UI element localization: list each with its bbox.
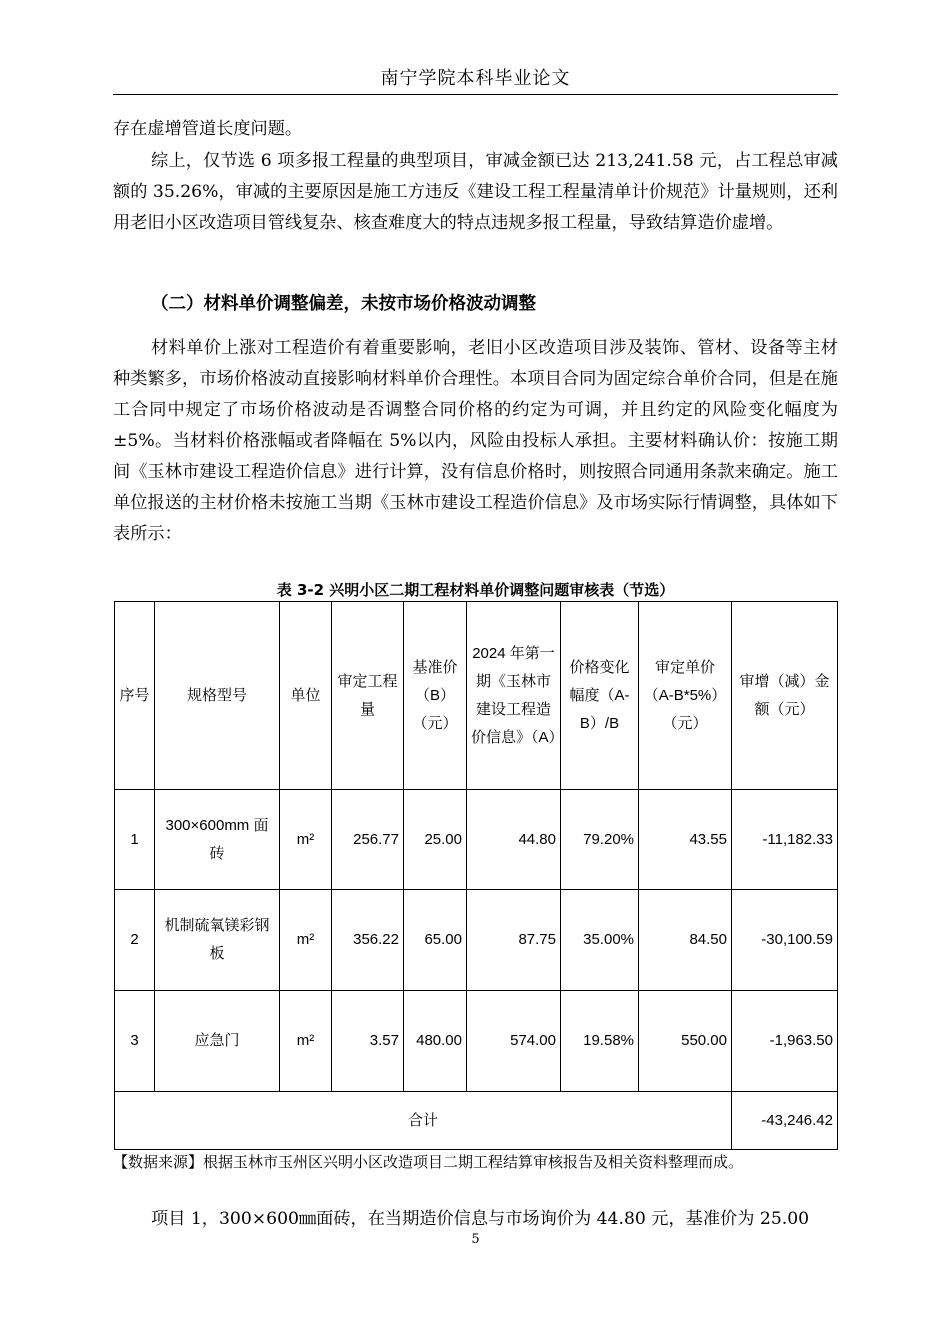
table-total-row (115, 1092, 838, 1150)
header-unit: 单位 (280, 602, 332, 790)
cell-diff-amount: -30,100.59 (732, 890, 838, 991)
header-price-change: 价格变化幅度（A-B）/B (561, 602, 639, 790)
cell-spec: 应急门 (155, 991, 280, 1092)
cell-seq: 2 (115, 890, 155, 991)
table-header-row (115, 602, 838, 790)
total-value: -43,246.42 (732, 1092, 838, 1150)
material-price-audit-table (114, 601, 838, 1150)
cell-unit: m² (280, 890, 332, 991)
paragraph-item-analysis: 项目 1，300×600㎜面砖，在当期造价信息与市场询价为 44.80 元，基准价为 25.00 (151, 1209, 810, 1229)
cell-price-change: 35.00% (561, 890, 639, 991)
table-caption: 表 3-2 兴明小区二期工程材料单价调整问题审核表（节选） (276, 581, 675, 599)
cell-qty: 356.22 (332, 890, 404, 991)
cell-info-price: 87.75 (467, 890, 561, 991)
header-spec: 规格型号 (155, 602, 280, 790)
header-qty: 审定工程量 (332, 602, 404, 790)
cell-unit: m² (280, 790, 332, 890)
cell-price-change: 79.20% (561, 790, 639, 890)
cell-diff-amount: -11,182.33 (732, 790, 838, 890)
header-seq: 序号 (115, 602, 155, 790)
cell-qty: 256.77 (332, 790, 404, 890)
table-row (115, 991, 838, 1092)
header-base-price: 基准价（B）（元） (404, 602, 467, 790)
cell-qty: 3.57 (332, 991, 404, 1092)
cell-spec: 机制硫氧镁彩钢板 (155, 890, 280, 991)
running-header: 南宁学院本科毕业论文 (380, 68, 571, 89)
cell-base-price: 65.00 (404, 890, 467, 991)
table-row (115, 890, 838, 991)
cell-unit: m² (280, 991, 332, 1092)
cell-spec: 300×600mm 面砖 (155, 790, 280, 890)
cell-info-price: 574.00 (467, 991, 561, 1092)
section-heading: （二）材料单价调整偏差，未按市场价格波动调整 (151, 294, 536, 314)
table-row (115, 790, 838, 890)
page-number: 5 (471, 1232, 480, 1247)
cell-base-price: 25.00 (404, 790, 467, 890)
header-diff-amount: 审增（减）金额（元） (732, 602, 838, 790)
header-approved-price: 审定单价（A-B*5%）（元） (639, 602, 732, 790)
cell-seq: 3 (115, 991, 155, 1092)
header-divider (113, 94, 838, 95)
cell-seq: 1 (115, 790, 155, 890)
paragraph-continuation: 存在虚增管道长度问题。 (113, 119, 303, 139)
table-source-note: 【数据来源】根据玉林市玉州区兴明小区改造项目二期工程结算审核报告及相关资料整理而成。 (113, 1153, 744, 1171)
paragraph-material-price: 材料单价上涨对工程造价有着重要影响，老旧小区改造项目涉及装饰、管材、设备等主材种类繁多，市场价格波动直接影响材料单价合理性。本项目合同为固定综合单价合同，但是在施工合同中规定了市场价格波动是否调整合同价格的约定为可调，并且约定的风险变化幅度为±5%。当材料价格涨幅或者降幅在 5%以内，风险由投标人承担。主要材料确认价：按施工期间《玉林市建设工程造价信息》进行计算，没有信息价格时，则按照合同通用条款来确定。施工单位报送的主材价格未按施工当期《玉林市建设工程造价信息》及市场实际行情调整，具体如下表所示： (113, 338, 838, 544)
cell-info-price: 44.80 (467, 790, 561, 890)
cell-approved-price: 550.00 (639, 991, 732, 1092)
total-label: 合计 (115, 1092, 732, 1150)
header-info-price: 2024 年第一期《玉林市建设工程造价信息》（A） (467, 602, 561, 790)
cell-price-change: 19.58% (561, 991, 639, 1092)
cell-approved-price: 43.55 (639, 790, 732, 890)
cell-diff-amount: -1,963.50 (732, 991, 838, 1092)
cell-approved-price: 84.50 (639, 890, 732, 991)
cell-base-price: 480.00 (404, 991, 467, 1092)
paragraph-summary: 综上，仅节选 6 项多报工程量的典型项目，审减金额已达 213,241.58 元，占工程总审减额的 35.26%，审减的主要原因是施工方违反《建设工程工程量清单计价规范》计量规则，还利用老旧小区改造项目管线复杂、核查难度大的特点违规多报工程量，导致结算造价虚增。 (113, 151, 838, 233)
